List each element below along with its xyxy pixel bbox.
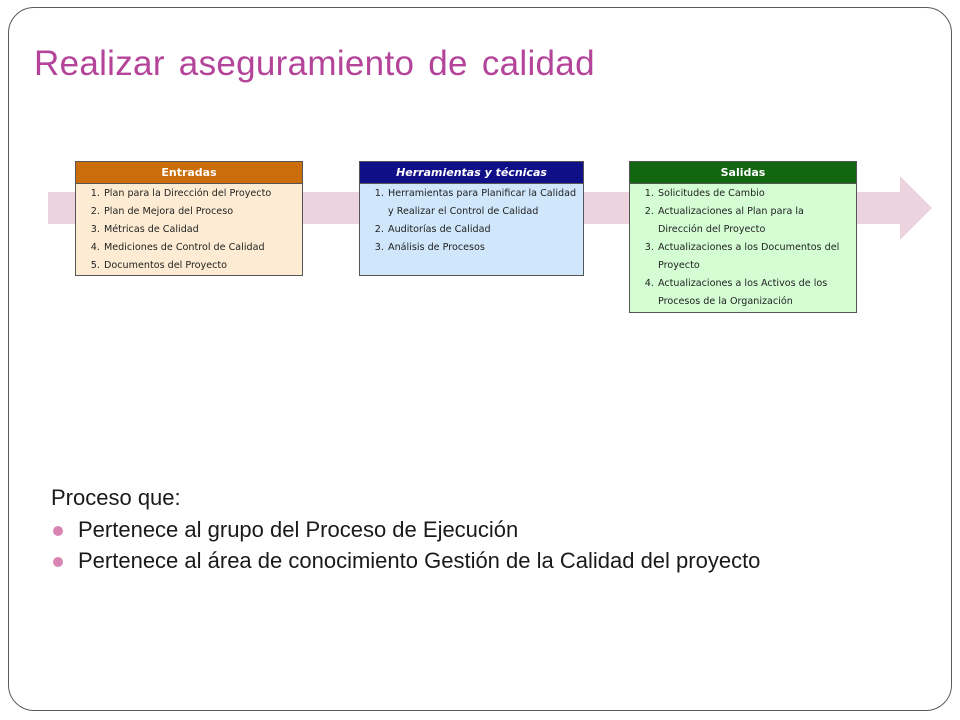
herramientas-box [359, 161, 584, 276]
salidas-list [630, 184, 856, 313]
entradas-header: Entradas [76, 162, 302, 184]
list-item: 3. Actualizaciones a los Documentos del Proyecto [657, 239, 850, 275]
bullet-text: Pertenece al área de conocimiento Gestión de la Calidad del proyecto [78, 548, 761, 573]
list-item: 4. Mediciones de Control de Calidad [103, 239, 296, 257]
list-item: 2. Auditorías de Calidad [387, 221, 577, 239]
list-item: 1. Plan para la Dirección del Proyecto [103, 185, 296, 203]
herramientas-list [360, 184, 583, 259]
process-description [51, 485, 931, 579]
bullet-dot-icon [53, 526, 63, 536]
entradas-box [75, 161, 303, 276]
list-item: 1. Solicitudes de Cambio [657, 185, 850, 203]
process-bullets [51, 517, 931, 574]
list-item: 2. Actualizaciones al Plan para la Dirección del Proyecto [657, 203, 850, 239]
bullet-item [51, 517, 931, 543]
list-item: 4. Actualizaciones a los Activos de los Procesos de la Organización [657, 275, 850, 311]
herramientas-header: Herramientas y técnicas [360, 162, 583, 184]
bullet-text: Pertenece al grupo del Proceso de Ejecución [78, 517, 519, 542]
salidas-box [629, 161, 857, 313]
salidas-header: Salidas [630, 162, 856, 184]
list-item: 2. Plan de Mejora del Proceso [103, 203, 296, 221]
entradas-list [76, 184, 302, 277]
list-item: 1. Herramientas para Planificar la Calidad y Realizar el Control de Calidad [387, 185, 577, 221]
slide-title: Realizar aseguramiento de calidad [34, 44, 595, 83]
process-lead: Proceso que: [51, 485, 181, 510]
bullet-dot-icon [53, 557, 63, 567]
list-item: 3. Métricas de Calidad [103, 221, 296, 239]
list-item: 3. Análisis de Procesos [387, 239, 577, 257]
list-item: 5. Documentos del Proyecto [103, 257, 296, 275]
slide-frame [8, 7, 952, 711]
bullet-item [51, 548, 931, 574]
